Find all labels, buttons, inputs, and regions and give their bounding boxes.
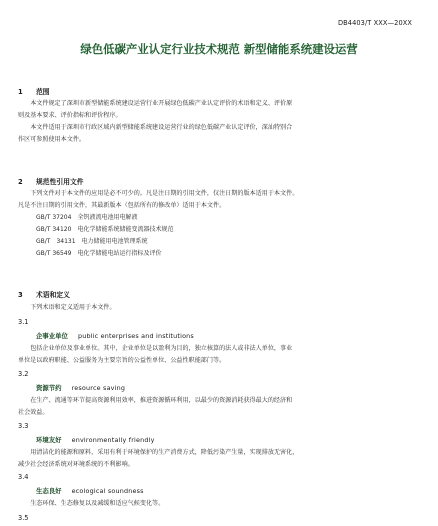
section-title: 术语和定义 xyxy=(36,291,70,299)
term-chinese: 生态良好 xyxy=(36,487,62,495)
reference-item: GB/T 34131 电力储能用电池管理系统 xyxy=(36,238,148,245)
term-definition-line-2: 减少社会经济系统对环境系统的不利影响。 xyxy=(18,461,134,468)
clause-number: 3.3 xyxy=(18,422,29,430)
reference-item: GB/T 37204 全钒液流电池用电解液 xyxy=(36,214,138,221)
term-english: resource saving xyxy=(71,384,126,392)
section-number: 3 xyxy=(18,291,23,299)
section-heading-scope xyxy=(18,86,50,96)
terms-intro: 下列术语和定义适用于本文件。 xyxy=(30,304,116,311)
term-definition-line-1: 生态环保、生态修复以及减缓和适应气候变化等。 xyxy=(30,500,165,507)
term-definition-line-2: 单位是以政府职能、公益服务为主要宗旨的公益性单位、公益性职能部门等。 xyxy=(18,357,226,364)
reference-item: GB/T 36549 电化学储能电站运行指标及评价 xyxy=(36,250,162,257)
term-definition-line-2: 社会效益。 xyxy=(18,409,49,416)
section-heading-normative-references xyxy=(18,176,84,186)
term-chinese: 资源节约 xyxy=(36,384,62,392)
term-entry xyxy=(36,383,125,392)
term-english: environmentally friendly xyxy=(71,436,155,444)
term-chinese: 企事业单位 xyxy=(36,332,68,340)
scope-paragraph-1-line-1: 本文件规定了深圳市新型储能系统建设运营行业开展绿色低碳产业认定评价的术语和定义、评价原 xyxy=(30,100,293,107)
term-chinese: 环境友好 xyxy=(36,436,62,444)
clause-number: 3.2 xyxy=(18,370,29,378)
section-heading-terms-and-definitions xyxy=(18,289,70,299)
document-title: 绿色低碳产业认定行业技术规范 新型储能系统建设运营 xyxy=(80,42,358,56)
clause-number: 3.5 xyxy=(18,514,29,522)
reference-item: GB/T 34120 电化学储能系统储能变流器技术规范 xyxy=(36,226,174,233)
term-english: public enterprises and institutions xyxy=(77,332,194,340)
term-entry xyxy=(36,435,155,444)
term-definition-line-1: 包括企业单位及事业单位。其中，企业单位是以盈利为目的，独立核算的法人或非法人单位，事业 xyxy=(30,345,293,352)
references-paragraph-line-1: 下列文件对于本文件的应用是必不可少的。凡是注日期的引用文件，仅注日期的版本适用于本文件。 xyxy=(30,190,299,197)
term-entry xyxy=(36,486,144,495)
section-title: 规范性引用文件 xyxy=(36,178,84,186)
scope-paragraph-2-line-1: 本文件适用于深圳市行政区域内新型储能系统建设运营行业的绿色低碳产业认定评价，深汕特别合 xyxy=(30,124,293,131)
term-definition-line-1: 在生产、流通等环节提高资源利用效率，推进资源循环利用，以最少的资源消耗获得最大的经济和 xyxy=(30,397,293,404)
section-number: 2 xyxy=(18,178,23,186)
references-paragraph-line-2: 凡是不注日期的引用文件，其最新版本（包括所有的修改单）适用于本文件。 xyxy=(18,202,226,209)
scope-paragraph-2-line-2: 作区可参照使用本文件。 xyxy=(18,136,86,143)
section-title: 范围 xyxy=(36,88,50,96)
clause-number: 3.4 xyxy=(18,473,29,481)
term-entry xyxy=(36,331,194,340)
scope-paragraph-1-line-2: 则及基本要求、评价指标和评价程序。 xyxy=(18,112,122,119)
term-definition-line-1: 用清洁化的能源和原料，采用有利于环境保护的生产消费方式，降低污染产生量，实现排放无害化， xyxy=(30,449,299,456)
clause-number: 3.1 xyxy=(18,318,29,326)
term-english: ecological soundness xyxy=(71,487,144,495)
document-code: DB4403/T XXX—20XX xyxy=(338,19,412,27)
section-number: 1 xyxy=(18,88,23,96)
